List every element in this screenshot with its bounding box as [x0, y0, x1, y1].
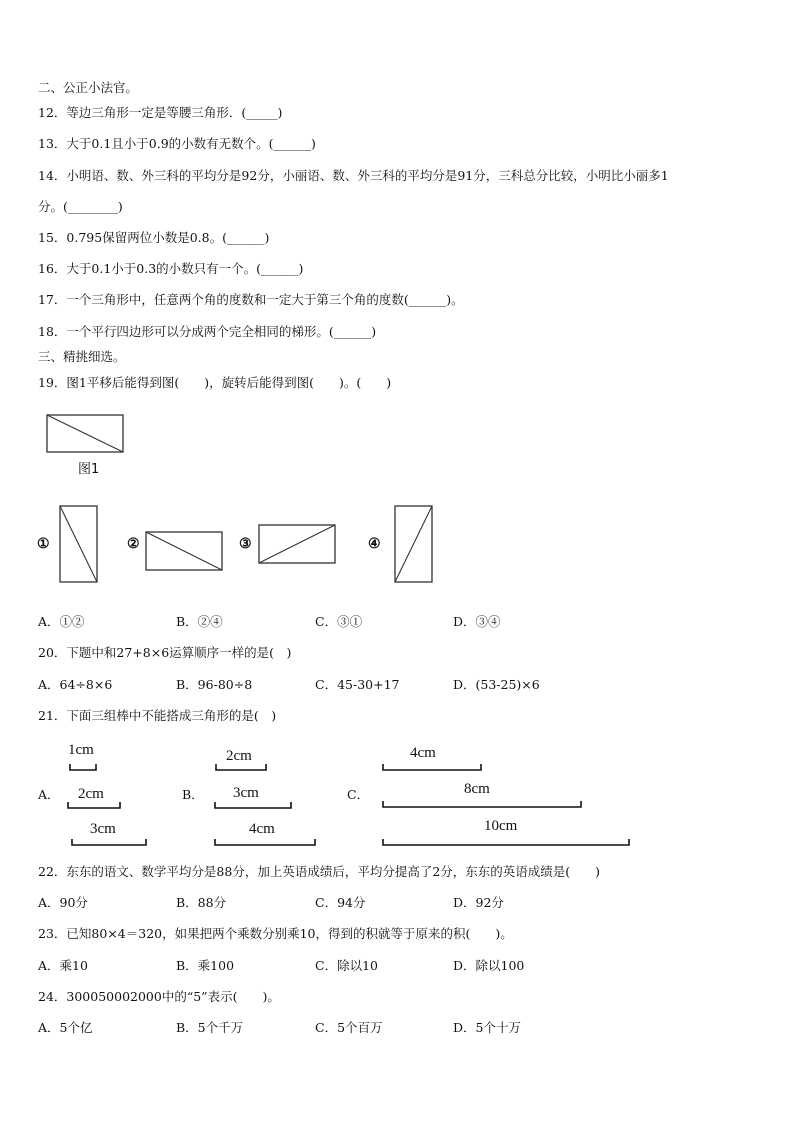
- question-text: 东东的语文、数学平均分是88分，加上英语成绩后，平均分提高了2分，东东的英语成绩是( ): [66, 864, 601, 879]
- q24-option-b[interactable]: B．5个千万: [176, 1020, 244, 1035]
- stick-a1: [69, 762, 99, 772]
- stick-label: 1cm: [68, 742, 94, 758]
- stick-label: 4cm: [410, 745, 436, 761]
- question-12: [38, 105, 282, 121]
- figure-option-2: [144, 530, 224, 572]
- question-14: [38, 168, 669, 184]
- q22-option-c[interactable]: C．94分: [315, 895, 366, 910]
- question-number: 24．: [38, 989, 67, 1004]
- question-number: 13．: [38, 136, 67, 151]
- question-text: 大于0.1小于0.3的小数只有一个。(______): [66, 261, 304, 276]
- q24-option-a[interactable]: A．5个亿: [38, 1020, 93, 1035]
- figure-option-4: [393, 504, 435, 584]
- q19-option-a[interactable]: A．①②: [38, 614, 85, 629]
- q22-option-a[interactable]: A．90分: [38, 895, 88, 910]
- question-number: 17．: [38, 292, 67, 307]
- question-22: [38, 864, 600, 880]
- q21-option-b-letter[interactable]: B．: [182, 787, 204, 802]
- question-text: 下题中和27+8×6运算顺序一样的是( ): [66, 645, 292, 660]
- question-number: 19．: [38, 375, 67, 390]
- q23-option-d[interactable]: D．除以100: [453, 958, 525, 973]
- question-text: 0.795保留两位小数是0.8。(______): [66, 230, 270, 245]
- question-23: [38, 926, 513, 942]
- question-text: 小明语、数、外三科的平均分是92分，小丽语、数、外三科的平均分是91分，三科总分比较，小明比小丽多1: [66, 168, 669, 183]
- question-number: 14．: [38, 168, 67, 183]
- question-21: [38, 708, 276, 724]
- question-13: [38, 136, 316, 152]
- question-text: 一个平行四边形可以分成两个完全相同的梯形。(______): [66, 324, 377, 339]
- question-number: 12．: [38, 105, 67, 120]
- q22-option-d[interactable]: D．92分: [453, 895, 504, 910]
- question-number: 20．: [38, 645, 67, 660]
- question-number: 23．: [38, 926, 67, 941]
- q19-option-b[interactable]: B．②④: [176, 614, 223, 629]
- question-text: 图1平移后能得到图( )，旋转后能得到图( )。( ): [66, 375, 392, 390]
- section-heading-3: 三、精挑细选。: [38, 349, 126, 364]
- stick-label: 3cm: [233, 785, 259, 801]
- stick-b3: [214, 837, 318, 847]
- q20-option-a[interactable]: A．64÷8×6: [38, 677, 113, 692]
- q23-option-b[interactable]: B．乘100: [176, 958, 235, 973]
- figure-option-1: [58, 504, 100, 584]
- q21-option-c-letter[interactable]: C．: [347, 787, 370, 802]
- question-18: [38, 324, 376, 340]
- stick-label: 8cm: [464, 781, 490, 797]
- question-24: [38, 989, 280, 1005]
- question-number: 18．: [38, 324, 67, 339]
- question-number: 22．: [38, 864, 67, 879]
- question-number: 15．: [38, 230, 67, 245]
- q21-option-a-letter[interactable]: A．: [38, 787, 60, 802]
- figure-mark-3: ③: [239, 536, 252, 552]
- question-text: 一个三角形中，任意两个角的度数和一定大于第三个角的度数(______)。: [66, 292, 464, 307]
- figure-1-caption: 图1: [78, 462, 100, 477]
- question-14-continuation: 分。(________): [38, 199, 123, 214]
- stick-label: 4cm: [249, 821, 275, 837]
- question-text: 下面三组棒中不能搭成三角形的是( ): [66, 708, 277, 723]
- question-19: [38, 375, 391, 391]
- question-text: 300050002000中的“5”表示( )。: [66, 989, 280, 1004]
- q22-option-b[interactable]: B．88分: [176, 895, 227, 910]
- question-text: 等边三角形一定是等腰三角形．(_____): [66, 105, 283, 120]
- question-text: 已知80×4＝320，如果把两个乘数分别乘10，得到的积就等于原来的积( )。: [66, 926, 513, 941]
- figure-mark-1: ①: [37, 536, 50, 552]
- stick-a2: [67, 800, 123, 810]
- section-heading-2: 二、公正小法官。: [38, 80, 139, 95]
- q23-option-c[interactable]: C．除以10: [315, 958, 378, 973]
- stick-c1: [382, 762, 484, 772]
- q24-option-d[interactable]: D．5个十万: [453, 1020, 521, 1035]
- question-16: [38, 261, 303, 277]
- stick-label: 10cm: [484, 818, 518, 834]
- figure-mark-2: ②: [127, 536, 140, 552]
- figure-mark-4: ④: [368, 536, 381, 552]
- stick-label: 2cm: [226, 748, 252, 764]
- stick-c2: [382, 799, 584, 809]
- figure-1-rectangle: [45, 413, 127, 455]
- figure-option-3: [257, 523, 337, 565]
- stick-label: 3cm: [90, 821, 116, 837]
- stick-b2: [214, 800, 294, 810]
- q19-option-d[interactable]: D．③④: [453, 614, 501, 629]
- q19-option-c[interactable]: C．③①: [315, 614, 363, 629]
- stick-a3: [71, 837, 149, 847]
- q20-option-b[interactable]: B．96-80÷8: [176, 677, 253, 692]
- q24-option-c[interactable]: C．5个百万: [315, 1020, 383, 1035]
- stick-label: 2cm: [78, 786, 104, 802]
- stick-b1: [215, 762, 269, 772]
- question-number: 16．: [38, 261, 67, 276]
- question-17: [38, 292, 464, 308]
- q23-option-a[interactable]: A．乘10: [38, 958, 88, 973]
- stick-c3: [382, 837, 632, 847]
- q20-option-c[interactable]: C．45-30+17: [315, 677, 400, 692]
- question-15: [38, 230, 269, 246]
- question-number: 21．: [38, 708, 67, 723]
- question-20: [38, 645, 291, 661]
- question-text: 大于0.1且小于0.9的小数有无数个。(______): [66, 136, 316, 151]
- q20-option-d[interactable]: D．(53-25)×6: [453, 677, 540, 692]
